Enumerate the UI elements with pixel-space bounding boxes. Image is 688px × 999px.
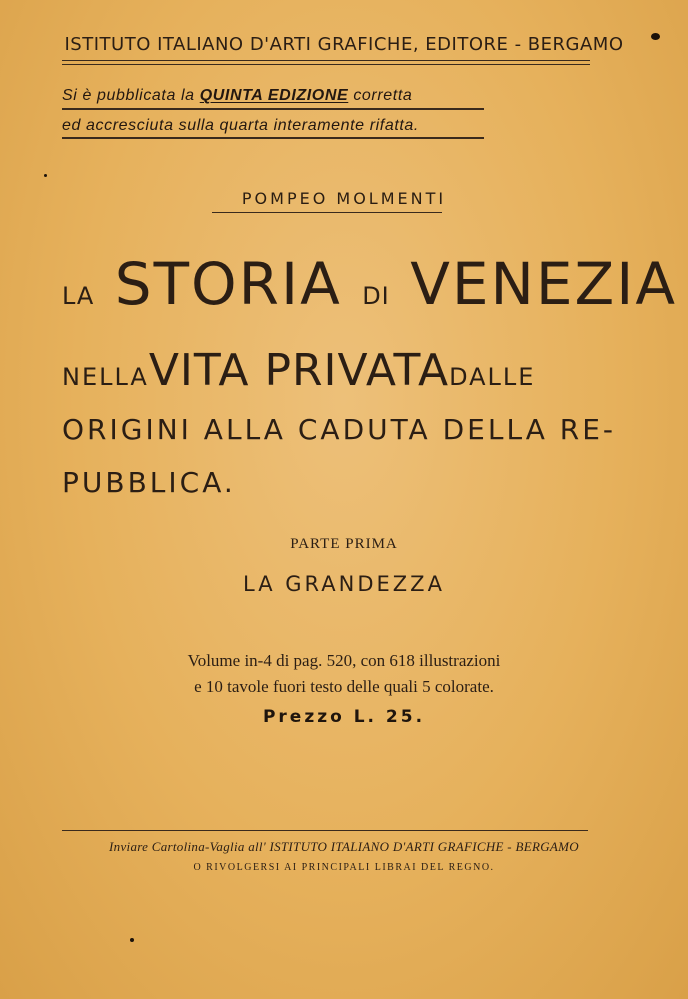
header-rule-top — [62, 60, 590, 61]
volume-details-line-1: Volume in-4 di pag. 520, con 618 illustrazioni — [187, 651, 501, 670]
notice-rule-2 — [62, 137, 484, 139]
edition-highlight: QUINTA EDIZIONE — [199, 87, 349, 104]
title-word: DI — [362, 282, 390, 310]
ink-spot — [130, 938, 134, 942]
title-word: NELLA — [62, 363, 149, 391]
title-word: STORIA — [114, 250, 342, 318]
footer-rule — [62, 830, 588, 831]
book-title-line-4: PUBBLICA. — [62, 466, 236, 499]
ink-spot — [44, 174, 47, 177]
volume-details-line-2: e 10 tavole fuori testo delle quali 5 colorate. — [194, 677, 494, 696]
order-instructions: Inviare Cartolina-Vaglia all' ISTITUTO ITALIANO D'ARTI GRAFICHE - BERGAMO — [109, 839, 579, 854]
publisher-header: ISTITUTO ITALIANO D'ARTI GRAFICHE, EDITORE - BERGAMO — [64, 34, 624, 55]
author-underline — [212, 212, 442, 213]
bookseller-note: O RIVOLGERSI AI PRINCIPALI LIBRAI DEL REGNO. — [193, 862, 495, 873]
price: Prezzo L. 25. — [262, 707, 426, 727]
title-word: VENEZIA — [410, 250, 678, 318]
title-word: LA — [62, 282, 95, 310]
author-name: POMPEO MOLMENTI — [241, 189, 447, 208]
edition-notice-line-1 — [62, 87, 492, 105]
header-rule-bottom — [62, 64, 590, 65]
part-label: PARTE PRIMA — [290, 536, 398, 552]
title-word: VITA PRIVATA — [148, 345, 450, 396]
ink-spot — [651, 33, 660, 40]
book-title-line-2 — [62, 346, 602, 402]
edition-notice-line-2: ed accresciuta sulla quarta interamente rifatta. — [62, 117, 419, 134]
part-title: LA GRANDEZZA — [243, 572, 445, 596]
notice-text: corretta — [348, 87, 413, 104]
notice-rule-1 — [62, 108, 484, 110]
notice-text: Si è pubblicata la — [62, 87, 200, 104]
book-title-line-1 — [62, 250, 678, 328]
title-word: DALLE — [449, 363, 536, 391]
book-title-line-3: ORIGINI ALLA CADUTA DELLA RE- — [62, 413, 617, 446]
